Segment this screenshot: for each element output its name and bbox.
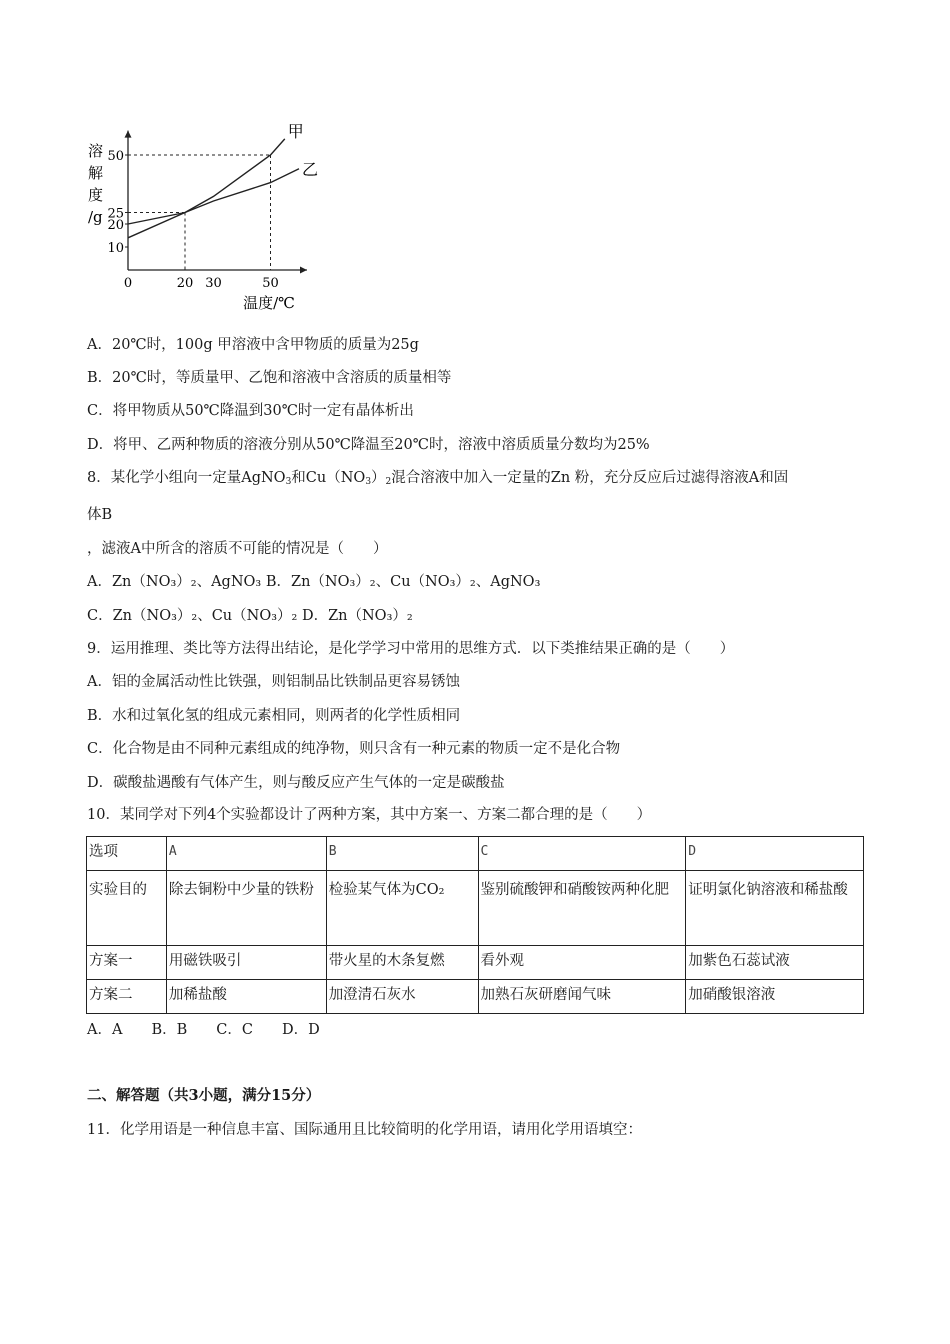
table-cell: D (686, 837, 864, 871)
y-axis-label-char: 度 (88, 186, 104, 204)
q7-option-a: A．20℃时，100g 甲溶液中含甲物质的质量为25g (87, 337, 419, 353)
q7-option-d: D．将甲、乙两种物质的溶液分别从50℃降温至20℃时，溶液中溶质质量分数均为25% (87, 437, 650, 453)
table-cell: 实验目的 (87, 871, 167, 946)
q9-option-a: A．铝的金属活动性比铁强，则铝制品比铁制品更容易锈蚀 (87, 674, 460, 690)
table-cell: 鉴别硫酸钾和硝酸铵两种化肥 (478, 871, 686, 946)
q8-stem-part: 8．某化学小组向一定量AgNO (87, 470, 286, 486)
series-line-jia (128, 139, 285, 238)
q10-options-table (86, 836, 864, 1014)
q8-subscript: 2 (385, 477, 392, 487)
q8-subscript: 3 (365, 477, 372, 487)
table-cell: 加紫色石蕊试液 (686, 946, 864, 980)
q8-subscript: 3 (285, 477, 292, 487)
q9-stem: 9．运用推理、类比等方法得出结论，是化学学习中常用的思维方式．以下类推结果正确的是（ ） (87, 641, 735, 657)
x-tick-label: 30 (205, 276, 222, 291)
table-row-plan1 (87, 946, 864, 980)
table-row-purpose (87, 871, 864, 946)
q9-option-d: D．碳酸盐遇酸有气体产生，则与酸反应产生气体的一定是碳酸盐 (87, 775, 505, 791)
x-tick-label: 0 (123, 276, 133, 291)
y-tick-label: 50 (107, 149, 124, 164)
table-cell: A (166, 837, 326, 871)
q7-option-b: B．20℃时，等质量甲、乙饱和溶液中含溶质的质量相等 (87, 370, 452, 386)
x-tick-label: 20 (176, 276, 194, 291)
table-cell: 加澄清石灰水 (326, 980, 478, 1014)
y-tick-label: 10 (107, 241, 124, 256)
table-cell: 带火星的木条复燃 (326, 946, 478, 980)
table-row-header (87, 837, 864, 871)
q10-stem: 10．某同学对下列4个实验都设计了两种方案，其中方案一、方案二都合理的是（ ） (87, 807, 652, 823)
q10-answer-options: A．A B．B C．C D．D (87, 1022, 320, 1038)
x-axis-label: 温度/℃ (243, 294, 295, 312)
q8-stem-part: 和Cu（NO (291, 470, 366, 486)
table-cell: 用磁铁吸引 (166, 946, 326, 980)
q9-option-c: C．化合物是由不同种元素组成的纯净物，则只含有一种元素的物质一定不是化合物 (87, 741, 621, 757)
q11-stem: 11．化学用语是一种信息丰富、国际通用且比较简明的化学用语，请用化学用语填空： (87, 1122, 642, 1138)
table-cell: 加熟石灰研磨闻气味 (478, 980, 686, 1014)
y-axis-arrow (125, 131, 132, 138)
table-cell: 看外观 (478, 946, 686, 980)
series-label: 甲 (287, 121, 304, 141)
solubility-chart (84, 121, 319, 320)
table-cell: 检验某气体为CO₂ (326, 871, 478, 946)
table-cell: C (478, 837, 686, 871)
q7-option-c: C．将甲物质从50℃降温到30℃时一定有晶体析出 (87, 403, 414, 419)
table-cell: 方案二 (87, 980, 167, 1014)
q8-stem-part: 混合溶液中加入一定量的Zn 粉，充分反应后过滤得溶液A和固 (391, 470, 789, 486)
q9-option-b: B．水和过氧化氢的组成元素相同，则两者的化学性质相同 (87, 708, 461, 724)
table-cell: 加硝酸银溶液 (686, 980, 864, 1014)
series-label: 乙 (302, 159, 319, 179)
y-tick-label: 25 (107, 206, 124, 222)
table-cell: 选项 (87, 837, 167, 871)
q8-stem-line2: 体B (87, 507, 113, 523)
y-tick-label: 20 (107, 218, 124, 233)
table-cell: 除去铜粉中少量的铁粉 (166, 871, 326, 946)
q8-stem (87, 468, 788, 492)
x-tick-label: 50 (262, 276, 279, 291)
y-axis-label-char: 解 (88, 164, 104, 182)
section-heading: 二、解答题（共3小题，满分15分） (87, 1087, 321, 1104)
table-cell: 证明氯化钠溶液和稀盐酸 (686, 871, 864, 946)
q8-stem-line3: ，滤液A中所含的溶质不可能的情况是（ ） (87, 541, 388, 557)
x-axis-arrow (300, 267, 307, 274)
table-cell: B (326, 837, 478, 871)
table-row-plan2 (87, 980, 864, 1014)
q8-stem-part: ） (371, 470, 386, 486)
y-axis-label-char: 溶 (88, 142, 104, 160)
q8-options-ab: A．Zn（NO₃）₂、AgNO₃ B．Zn（NO₃）₂、Cu（NO₃）₂、AgNO₃ (87, 574, 541, 590)
q8-options-cd: C．Zn（NO₃）₂、Cu（NO₃）₂ D．Zn（NO₃）₂ (87, 608, 413, 624)
table-cell: 加稀盐酸 (166, 980, 326, 1014)
table-cell: 方案一 (87, 946, 167, 980)
y-axis-label-char: /g (88, 208, 103, 226)
